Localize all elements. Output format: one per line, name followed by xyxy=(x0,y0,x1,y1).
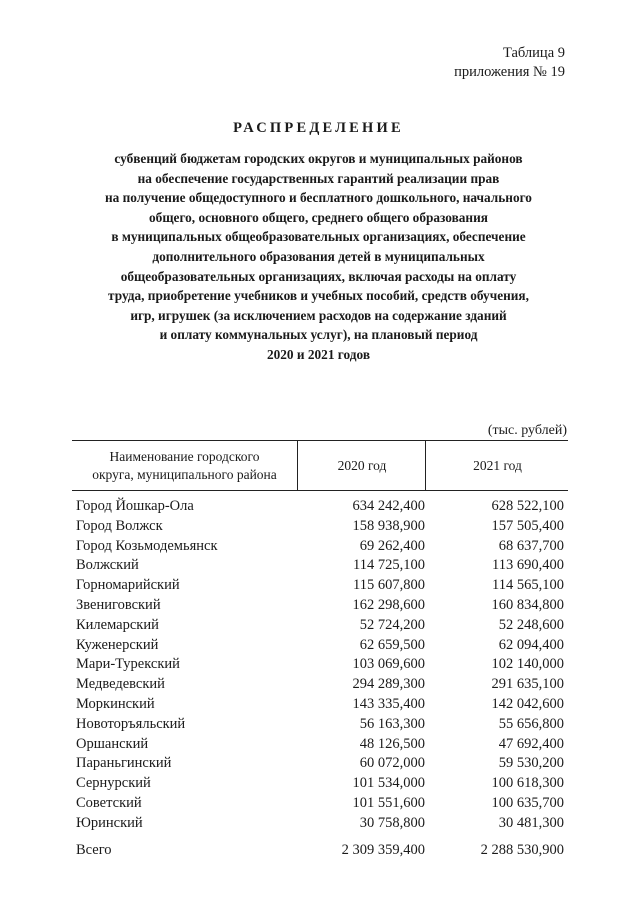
table-row xyxy=(72,655,568,675)
row-value-2020: 114 725,100 xyxy=(353,557,425,574)
row-value-2020: 115 607,800 xyxy=(353,577,425,594)
row-name: Сернурский xyxy=(76,775,151,792)
subtitle-line: игр, игрушек (за исключением расходов на содержание зданий xyxy=(130,307,507,323)
row-value-2020: 143 335,400 xyxy=(352,695,425,712)
row-value-2020: 294 289,300 xyxy=(352,676,425,693)
row-value-2020: 62 659,500 xyxy=(359,636,425,653)
table-row xyxy=(72,537,568,557)
row-name: Оршанский xyxy=(76,735,149,752)
table-row xyxy=(72,675,568,695)
row-value-2021: 30 481,300 xyxy=(498,814,564,831)
table-row xyxy=(72,735,568,755)
row-name: Город Йошкар-Ола xyxy=(76,498,194,514)
row-name: Горномарийский xyxy=(76,577,180,594)
table-row xyxy=(72,556,568,576)
column-header-name: Наименование городского округа, муниципального района xyxy=(92,448,277,482)
table-row xyxy=(72,715,568,735)
appendix-number: приложения № 19 xyxy=(454,64,565,80)
row-value-2020: 60 072,000 xyxy=(359,755,425,772)
table-row xyxy=(72,596,568,616)
row-value-2021: 114 565,100 xyxy=(492,577,564,594)
table-row xyxy=(72,814,568,834)
table-header xyxy=(72,440,568,491)
row-value-2020: 103 069,600 xyxy=(352,656,425,673)
row-value-2020: 101 551,600 xyxy=(352,794,425,811)
table-row xyxy=(72,695,568,715)
row-value-2021: 113 690,400 xyxy=(492,557,564,574)
row-name: Звениговский xyxy=(76,596,161,613)
column-header-2021: 2021 год xyxy=(425,441,569,490)
table-row xyxy=(72,576,568,596)
document-subtitle xyxy=(40,149,597,365)
row-value-2021: 62 094,400 xyxy=(498,636,564,653)
row-value-2020: 30 758,800 xyxy=(359,814,425,831)
subtitle-line: 2020 и 2021 годов xyxy=(266,346,371,362)
row-name: Моркинский xyxy=(76,695,155,712)
table-row xyxy=(72,794,568,814)
table-row xyxy=(72,497,568,517)
row-value-2020: 48 126,500 xyxy=(359,735,425,752)
subtitle-line: субвенций бюджетам городских округов и муниципальных районов xyxy=(114,151,523,166)
table-row xyxy=(72,517,568,537)
row-value-2020: 634 242,400 xyxy=(352,498,425,514)
subtitle-line: в муниципальных общеобразовательных организациях, обеспечение xyxy=(111,229,526,245)
row-name: Килемарский xyxy=(76,616,159,633)
row-value-2021: 47 692,400 xyxy=(498,735,564,752)
row-value-2021: 291 635,100 xyxy=(491,676,564,693)
document-heading: РАСПРЕДЕЛЕНИЕ xyxy=(233,120,404,136)
row-value-2021: 100 635,700 xyxy=(491,794,564,811)
table-row-total xyxy=(72,841,568,861)
row-value-2020: 101 534,000 xyxy=(352,775,425,792)
table-row xyxy=(72,616,568,636)
row-value-2021: 55 656,800 xyxy=(498,715,564,732)
row-value-2021: 52 248,600 xyxy=(498,616,564,633)
table-row xyxy=(72,636,568,656)
table-body xyxy=(72,497,568,834)
subtitle-line: общеобразовательных организациях, включая расходы на оплату xyxy=(120,268,517,284)
column-header-2020: 2020 год xyxy=(297,441,426,490)
row-value-2020: 162 298,600 xyxy=(352,596,425,613)
row-value-2020: 56 163,300 xyxy=(359,715,425,732)
subtitle-line: на обеспечение государственных гарантий реализации прав xyxy=(137,170,500,186)
table-row xyxy=(72,774,568,794)
table-reference xyxy=(454,44,565,82)
row-value-2021: 59 530,200 xyxy=(498,755,564,772)
row-name: Город Волжск xyxy=(76,517,163,534)
row-name: Мари-Турекский xyxy=(76,656,180,673)
total-2021: 2 288 530,900 xyxy=(480,841,564,858)
row-name: Новоторъяльский xyxy=(76,715,186,732)
row-name: Советский xyxy=(76,794,142,811)
row-name: Медведевский xyxy=(76,676,165,693)
row-value-2021: 102 140,000 xyxy=(491,656,564,673)
total-label: Всего xyxy=(76,841,112,858)
row-name: Юринский xyxy=(76,814,143,831)
subtitle-line: дополнительного образования детей в муниципальных xyxy=(152,248,485,264)
subtitle-line: и оплату коммунальных услуг), на плановый период xyxy=(159,327,478,343)
row-value-2020: 158 938,900 xyxy=(352,517,425,534)
row-value-2021: 68 637,700 xyxy=(498,537,564,554)
table-row xyxy=(72,754,568,774)
distribution-table xyxy=(72,440,568,860)
row-name: Город Козьмодемьянск xyxy=(76,537,218,554)
units-label: (тыс. рублей) xyxy=(487,423,567,438)
row-name: Волжский xyxy=(76,557,139,574)
subtitle-line: на получение общедоступного и бесплатного дошкольного, начального xyxy=(105,190,532,206)
subtitle-line: труда, приобретение учебников и учебных пособий, средств обучения, xyxy=(108,288,529,304)
table-number: Таблица 9 xyxy=(502,45,565,61)
row-value-2020: 69 262,400 xyxy=(359,537,425,554)
row-value-2021: 142 042,600 xyxy=(491,695,564,712)
row-value-2021: 628 522,100 xyxy=(491,498,564,514)
row-name: Параньгинский xyxy=(76,755,172,772)
row-name: Куженерский xyxy=(76,636,159,653)
row-value-2021: 160 834,800 xyxy=(491,596,564,613)
row-value-2021: 157 505,400 xyxy=(491,517,564,534)
row-value-2021: 100 618,300 xyxy=(491,775,564,792)
row-value-2020: 52 724,200 xyxy=(359,616,425,633)
subtitle-line: общего, основного общего, среднего общего образования xyxy=(149,209,488,225)
total-2020: 2 309 359,400 xyxy=(341,841,425,858)
